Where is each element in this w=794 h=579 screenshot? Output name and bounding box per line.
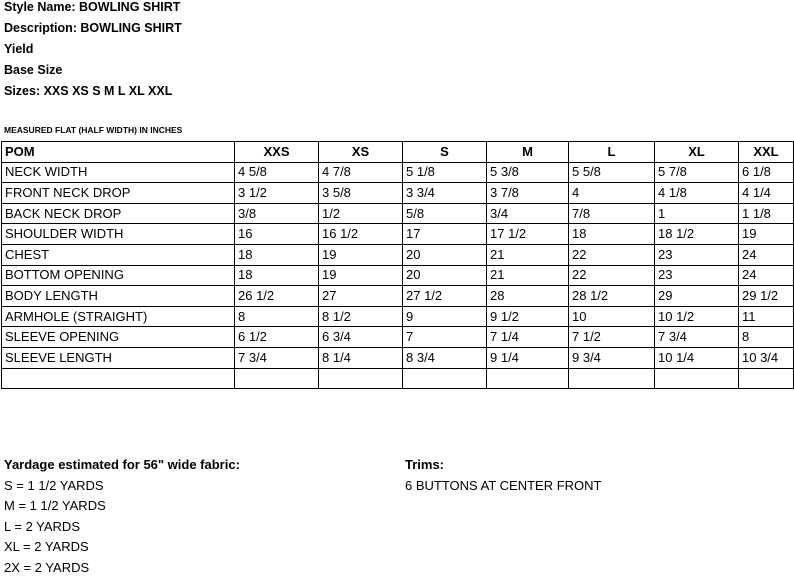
value-cell: 7 xyxy=(403,327,487,348)
value-cell: 5 1/8 xyxy=(403,162,487,183)
value-cell: 3 3/4 xyxy=(403,183,487,204)
value-cell: 28 xyxy=(487,286,569,307)
value-cell: 4 1/4 xyxy=(739,183,794,204)
table-caption: MEASURED FLAT (HALF WIDTH) IN INCHES xyxy=(4,125,183,135)
yardage-line: L = 2 YARDS xyxy=(4,518,80,534)
pom-cell: SHOULDER WIDTH xyxy=(2,224,235,245)
table-row xyxy=(2,244,794,265)
value-cell: 10 1/4 xyxy=(655,347,739,368)
yardage-line: S = 1 1/2 YARDS xyxy=(4,477,104,493)
value-cell: 18 1/2 xyxy=(655,224,739,245)
value-cell: 7 3/4 xyxy=(235,347,319,368)
pom-cell: BACK NECK DROP xyxy=(2,203,235,224)
yield-label: Yield xyxy=(4,42,34,56)
table-header-row xyxy=(2,142,794,163)
pom-cell: NECK WIDTH xyxy=(2,162,235,183)
value-cell: 4 1/8 xyxy=(655,183,739,204)
pom-cell: SLEEVE OPENING xyxy=(2,327,235,348)
value-cell: 7/8 xyxy=(569,203,655,224)
yardage-line: XL = 2 YARDS xyxy=(4,539,89,555)
value-cell: 16 1/2 xyxy=(319,224,403,245)
value-cell: 4 xyxy=(569,183,655,204)
value-cell: 8 3/4 xyxy=(403,347,487,368)
value-cell: 5/8 xyxy=(403,203,487,224)
value-cell: 18 xyxy=(569,224,655,245)
value-cell: 24 xyxy=(739,265,794,286)
value-cell xyxy=(655,368,739,389)
table-row xyxy=(2,224,794,245)
size-header-xs: XS xyxy=(319,142,403,163)
pom-cell: CHEST xyxy=(2,244,235,265)
value-cell: 28 1/2 xyxy=(569,286,655,307)
value-cell: 6 1/8 xyxy=(739,162,794,183)
value-cell: 18 xyxy=(235,244,319,265)
value-cell: 29 1/2 xyxy=(739,286,794,307)
pom-cell: SLEEVE LENGTH xyxy=(2,347,235,368)
value-cell: 7 1/2 xyxy=(569,327,655,348)
value-cell: 27 xyxy=(319,286,403,307)
value-cell: 10 1/2 xyxy=(655,306,739,327)
value-cell xyxy=(487,368,569,389)
value-cell: 6 3/4 xyxy=(319,327,403,348)
table-row xyxy=(2,327,794,348)
yardage-section xyxy=(4,455,240,579)
value-cell: 8 xyxy=(235,306,319,327)
value-cell: 4 7/8 xyxy=(319,162,403,183)
pom-cell: FRONT NECK DROP xyxy=(2,183,235,204)
value-cell: 7 1/4 xyxy=(487,327,569,348)
trims-title: Trims: xyxy=(405,457,445,472)
table-row xyxy=(2,347,794,368)
size-header-xl: XL xyxy=(655,142,739,163)
value-cell: 21 xyxy=(487,244,569,265)
style-name: Style Name: BOWLING SHIRT xyxy=(4,0,181,14)
pom-header: POM xyxy=(2,142,235,163)
value-cell xyxy=(403,368,487,389)
value-cell: 19 xyxy=(319,244,403,265)
value-cell: 5 7/8 xyxy=(655,162,739,183)
value-cell: 21 xyxy=(487,265,569,286)
table-row xyxy=(2,162,794,183)
value-cell: 1/2 xyxy=(319,203,403,224)
pom-cell: ARMHOLE (STRAIGHT) xyxy=(2,306,235,327)
value-cell: 29 xyxy=(655,286,739,307)
size-header-s: S xyxy=(403,142,487,163)
value-cell: 5 3/8 xyxy=(487,162,569,183)
value-cell: 17 xyxy=(403,224,487,245)
pom-cell: BOTTOM OPENING xyxy=(2,265,235,286)
table-row xyxy=(2,306,794,327)
value-cell: 10 3/4 xyxy=(739,347,794,368)
trims-list xyxy=(405,476,601,497)
value-cell: 10 xyxy=(569,306,655,327)
value-cell: 23 xyxy=(655,265,739,286)
value-cell: 3 5/8 xyxy=(319,183,403,204)
value-cell: 8 xyxy=(739,327,794,348)
sizes-line: Sizes: XXS XS S M L XL XXL xyxy=(4,84,173,98)
value-cell: 22 xyxy=(569,244,655,265)
value-cell: 17 1/2 xyxy=(487,224,569,245)
measurement-table xyxy=(1,141,794,389)
value-cell: 11 xyxy=(739,306,794,327)
value-cell: 3 7/8 xyxy=(487,183,569,204)
value-cell: 3 1/2 xyxy=(235,183,319,204)
value-cell: 19 xyxy=(319,265,403,286)
value-cell: 7 3/4 xyxy=(655,327,739,348)
yardage-title: Yardage estimated for 56" wide fabric: xyxy=(4,457,240,472)
value-cell: 20 xyxy=(403,265,487,286)
value-cell: 6 1/2 xyxy=(235,327,319,348)
yardage-line: M = 1 1/2 YARDS xyxy=(4,498,106,514)
pom-cell: BODY LENGTH xyxy=(2,286,235,307)
table-row xyxy=(2,286,794,307)
base-size-label: Base Size xyxy=(4,63,63,77)
value-cell: 4 5/8 xyxy=(235,162,319,183)
value-cell: 20 xyxy=(403,244,487,265)
size-header-l: L xyxy=(569,142,655,163)
value-cell: 19 xyxy=(739,224,794,245)
trims-line: 6 BUTTONS AT CENTER FRONT xyxy=(405,477,602,493)
table-row xyxy=(2,183,794,204)
value-cell: 22 xyxy=(569,265,655,286)
value-cell: 1 xyxy=(655,203,739,224)
trims-section xyxy=(405,455,601,496)
value-cell xyxy=(235,368,319,389)
table-body xyxy=(2,162,794,389)
value-cell xyxy=(319,368,403,389)
size-header-xxl: XXL xyxy=(739,142,794,163)
description: Description: BOWLING SHIRT xyxy=(4,21,182,35)
table-row xyxy=(2,203,794,224)
value-cell: 26 1/2 xyxy=(235,286,319,307)
table-row xyxy=(2,368,794,389)
value-cell: 9 xyxy=(403,306,487,327)
value-cell: 5 5/8 xyxy=(569,162,655,183)
value-cell: 9 1/2 xyxy=(487,306,569,327)
value-cell: 1 1/8 xyxy=(739,203,794,224)
size-header-xxs: XXS xyxy=(235,142,319,163)
yardage-list xyxy=(4,476,240,579)
value-cell: 3/4 xyxy=(487,203,569,224)
value-cell: 18 xyxy=(235,265,319,286)
value-cell: 24 xyxy=(739,244,794,265)
value-cell: 3/8 xyxy=(235,203,319,224)
value-cell: 9 1/4 xyxy=(487,347,569,368)
value-cell: 8 1/2 xyxy=(319,306,403,327)
value-cell: 23 xyxy=(655,244,739,265)
value-cell: 27 1/2 xyxy=(403,286,487,307)
value-cell: 9 3/4 xyxy=(569,347,655,368)
value-cell: 8 1/4 xyxy=(319,347,403,368)
value-cell xyxy=(569,368,655,389)
value-cell: 16 xyxy=(235,224,319,245)
value-cell xyxy=(739,368,794,389)
yardage-line: 2X = 2 YARDS xyxy=(4,559,90,575)
table-row xyxy=(2,265,794,286)
size-header-m: M xyxy=(487,142,569,163)
pom-cell xyxy=(2,368,235,389)
